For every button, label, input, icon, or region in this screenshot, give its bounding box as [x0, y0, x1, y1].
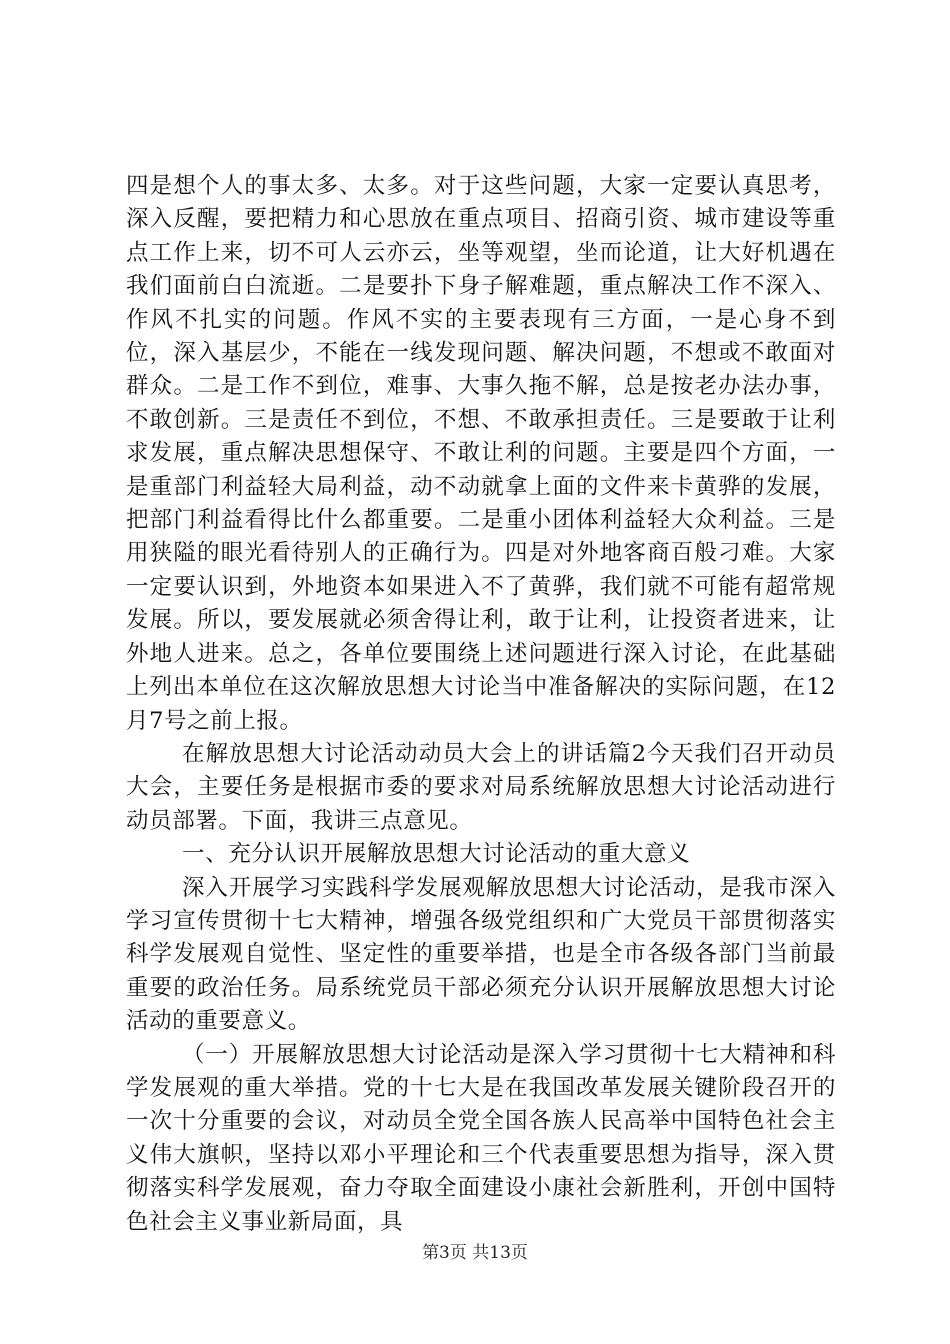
page-number-footer: 第3页 共13页 — [422, 1243, 528, 1263]
paragraph-4: （一）开展解放思想大讨论活动是深入学习贯彻十七大精神和科学发展观的重大举措。党的十七大是在我国改革发展关键阶段召开的一次十分重要的会议，对动员全党全国各族人民高举中国特色社会主义伟大旗帜，坚持以邓小平理论和三个代表重要思想为指导，深入贯彻落实科学发展观，奋力夺取全面建设小康社会新胜利，开创中国特色社会主义事业新局面，具 — [126, 1041, 836, 1235]
section-heading: 一、充分认识开展解放思想大讨论活动的重大意义 — [182, 841, 691, 868]
paragraph-2: 在解放思想大讨论活动动员大会上的讲话篇2今天我们召开动员大会，主要任务是根据市委的要求对局系统解放思想大讨论活动进行动员部署。下面，我讲三点意见。 — [126, 740, 836, 834]
paragraph-3: 深入开展学习实践科学发展观解放思想大讨论活动，是我市深入学习宣传贯彻十七大精神，增强各级党组织和广大党员干部贯彻落实科学发展观自觉性、坚定性的重要举措，也是全市各级各部门当前最重要的政治任务。局系统党员干部必须充分认识开展解放思想大讨论活动的重要意义。 — [126, 874, 836, 1035]
document-body — [126, 170, 836, 1239]
paragraph-1: 四是想个人的事太多、太多。对于这些问题，大家一定要认真思考，深入反醒，要把精力和心思放在重点项目、招商引资、城市建设等重点工作上来，切不可人云亦云，坐等观望，坐而论道，让大好机遇在我们面前白白流逝。二是要扑下身子解难题，重点解决工作不深入、作风不扎实的问题。作风不实的主要表现有三方面，一是心身不到位，深入基层少，不能在一线发现问题、解决问题，不想或不敢面对群众。二是工作不到位，难事、大事久拖不解，总是按老办法办事，不敢创新。三是责任不到位，不想、不敢承担责任。三是要敢于让利求发展，重点解决思想保守、不敢让利的问题。主要是四个方面，一是重部门利益轻大局利益，动不动就拿上面的文件来卡黄骅的发展，把部门利益看得比什么都重要。二是重小团体利益轻大众利益。三是用狭隘的眼光看待别人的正确行为。四是对外地客商百般刁难。大家一定要认识到，外地资本如果进入不了黄骅，我们就不可能有超常规发展。所以，要发展就必须舍得让利，敢于让利，让投资者进来，让外地人进来。总之，各单位要围绕上述问题进行深入讨论，在此基础上列出本单位在这次解放思想大讨论当中准备解决的实际问题，在12月7号之前上报。 — [126, 173, 836, 734]
